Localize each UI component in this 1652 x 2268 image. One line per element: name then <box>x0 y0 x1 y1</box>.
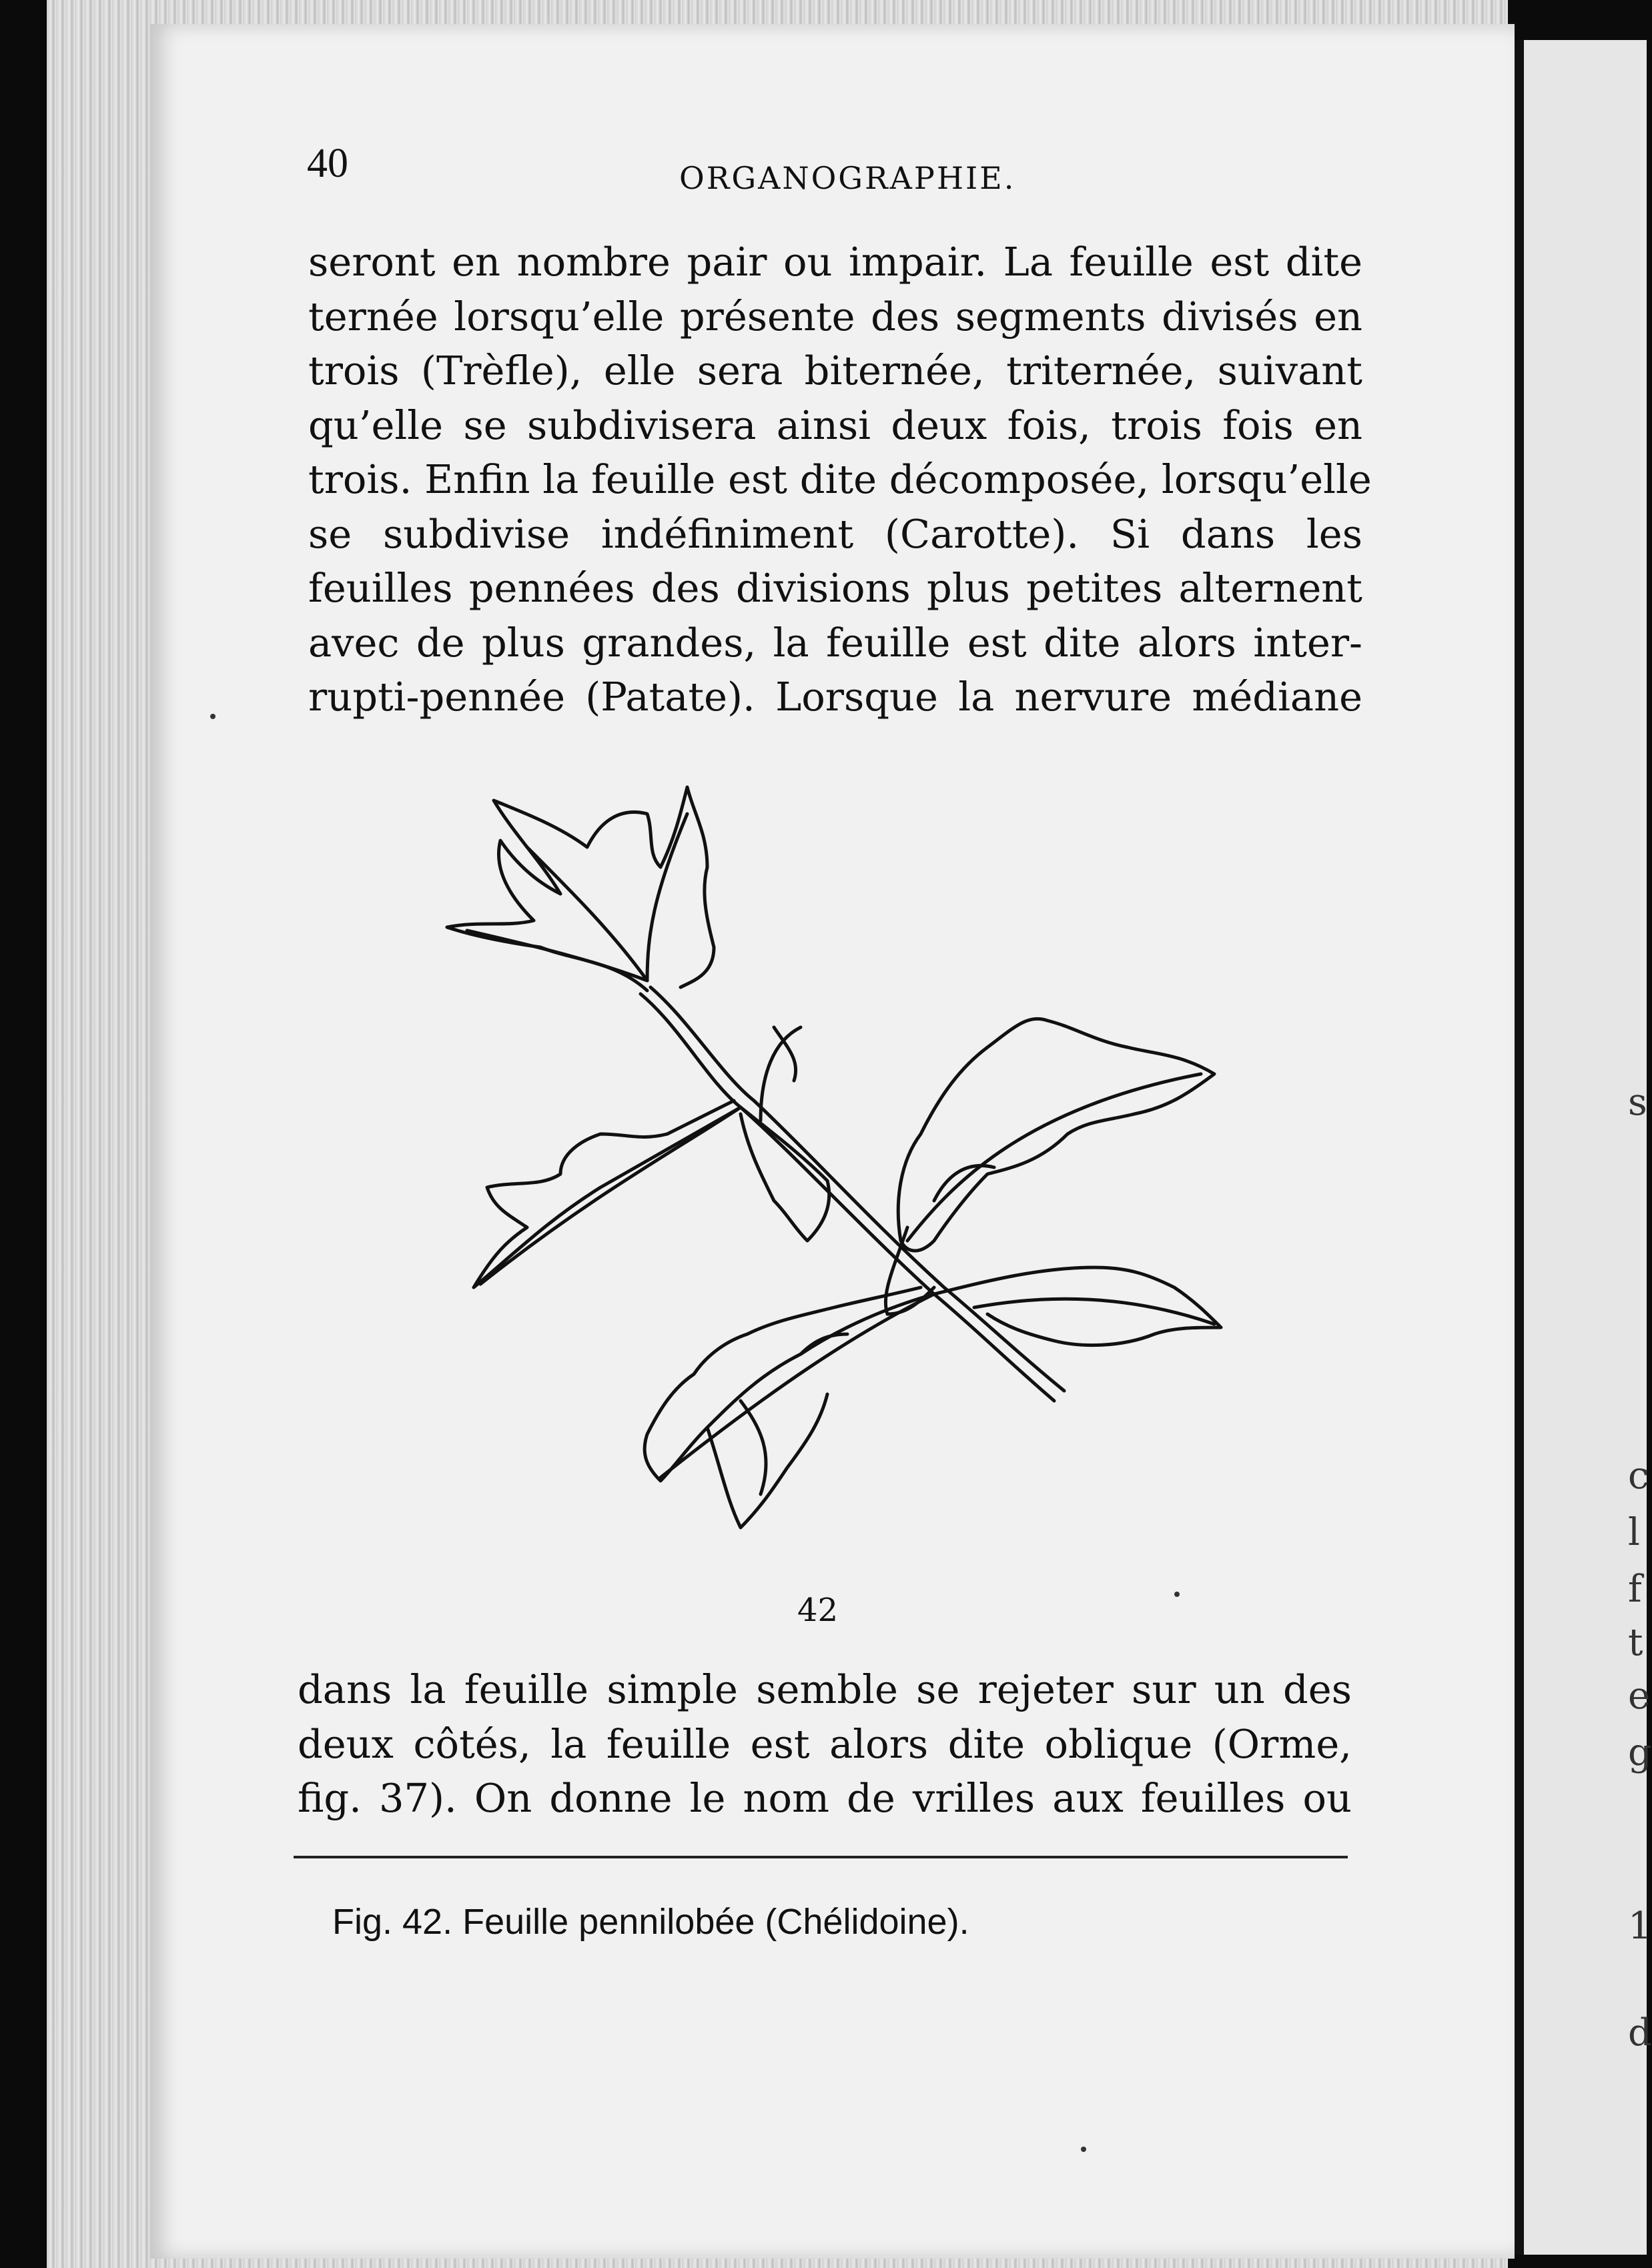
facing-page-letter: f <box>1628 1568 1642 1611</box>
figure-caption: Fig. 42. Feuille pennilobée (Chélidoine). <box>332 1902 969 1942</box>
text-line: avec de plus grandes, la feuille est dite alors inter- <box>308 619 1362 666</box>
text-line: ternée lorsqu’elle présente des segments divisés en <box>308 293 1362 340</box>
facing-page-letter: l <box>1628 1511 1640 1554</box>
running-head: ORGANOGRAPHIE. <box>679 160 1016 196</box>
text-line: dans la feuille simple semble se rejeter sur un des <box>298 1666 1352 1712</box>
text-line: se subdivise indéfiniment (Carotte). Si dans les <box>308 510 1362 557</box>
speck <box>210 714 216 719</box>
facing-page-letter: s <box>1628 1081 1647 1124</box>
facing-page-letter: e <box>1628 1674 1651 1718</box>
text-line: trois (Trèfle), elle sera biternée, triternée, suivant <box>308 348 1362 394</box>
text-line: fig. 37). On donne le nom de vrilles aux feuilles ou <box>298 1775 1352 1821</box>
facing-page-letter: d <box>1628 2011 1652 2055</box>
facing-page-letter: g <box>1628 1731 1652 1774</box>
speck <box>1081 2147 1086 2152</box>
figure-number: 42 <box>797 1592 839 1629</box>
footnote-rule <box>294 1856 1348 1858</box>
text-line: feuilles pennées des divisions plus petites alternent <box>308 565 1362 611</box>
text-line: rupti-pennée (Patate). Lorsque la nervure médiane <box>308 674 1362 720</box>
facing-page-letter: 1 <box>1628 1904 1652 1948</box>
body-text-top <box>308 235 1372 724</box>
page-number: 40 <box>307 141 348 186</box>
speck <box>1174 1592 1180 1597</box>
facing-page-letter: c <box>1628 1454 1649 1498</box>
facing-page-letter: t <box>1628 1621 1643 1664</box>
body-text-bottom <box>298 1662 1352 1826</box>
binding-gutter <box>1515 40 1524 2255</box>
text-line: qu’elle se subdivisera ainsi deux fois, trois fois en <box>308 402 1362 448</box>
text-line: deux côtés, la feuille est alors dite oblique (Orme, <box>298 1720 1352 1767</box>
text-line: seront en nombre pair ou impair. La feuille est dite <box>308 239 1362 285</box>
text-line: trois. Enfin la feuille est dite décomposée, lorsqu’elle <box>308 456 1372 502</box>
leaf-illustration <box>427 760 1241 1574</box>
